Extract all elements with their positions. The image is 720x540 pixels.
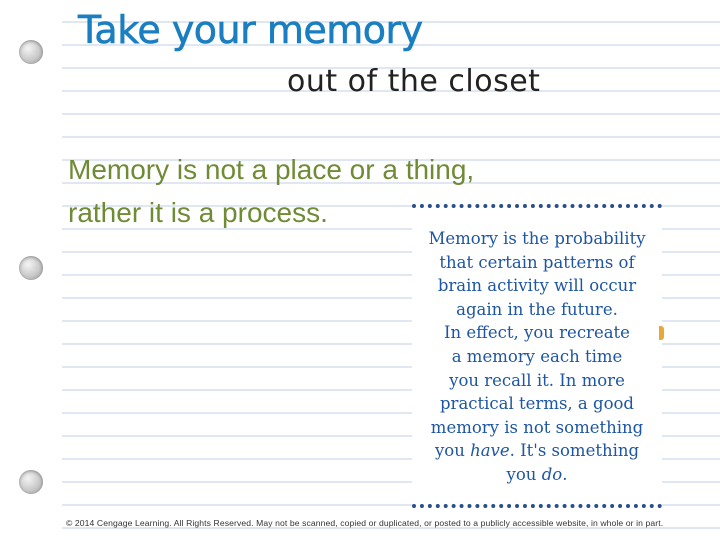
callout-line: you recall it. In more <box>449 370 625 390</box>
callout-line: Memory is the probability <box>428 229 646 248</box>
binder-hole-icon <box>19 40 43 64</box>
callout-text: . <box>562 464 568 484</box>
callout-emphasis: do <box>541 464 563 484</box>
lead-line: Memory is not a place or a thing, <box>68 154 475 185</box>
slide-subtitle: out of the closet <box>287 64 541 99</box>
callout-line: brain activity will occur <box>437 276 637 296</box>
callout-line: that certain patterns of <box>439 252 635 272</box>
callout-emphasis: have <box>470 441 510 461</box>
callout-text: you <box>506 464 542 484</box>
callout-line: In effect, you recreate <box>444 323 630 343</box>
callout-line: a memory each time <box>451 346 623 366</box>
lead-line: rather it is a process. <box>68 197 328 228</box>
callout-line: memory is not something <box>430 417 644 437</box>
callout-text: . It's something <box>509 441 640 461</box>
copyright-footer: © 2014 Cengage Learning. All Rights Reserved. May not be scanned, copied or duplicated, or posted to a publicly accessible website, in whole or in part. <box>66 518 664 528</box>
binder-hole-icon <box>19 470 43 494</box>
callout-line <box>418 439 656 463</box>
callout-line <box>418 463 656 487</box>
callout-text: you <box>434 441 471 461</box>
callout-line: practical terms, a good <box>440 394 634 414</box>
callout-line: again in the future. <box>456 299 618 319</box>
binder-hole-icon <box>19 256 43 280</box>
slide-title: Take your memory <box>78 8 423 52</box>
orange-tab-marker <box>659 326 664 340</box>
memory-callout-box <box>412 204 662 508</box>
